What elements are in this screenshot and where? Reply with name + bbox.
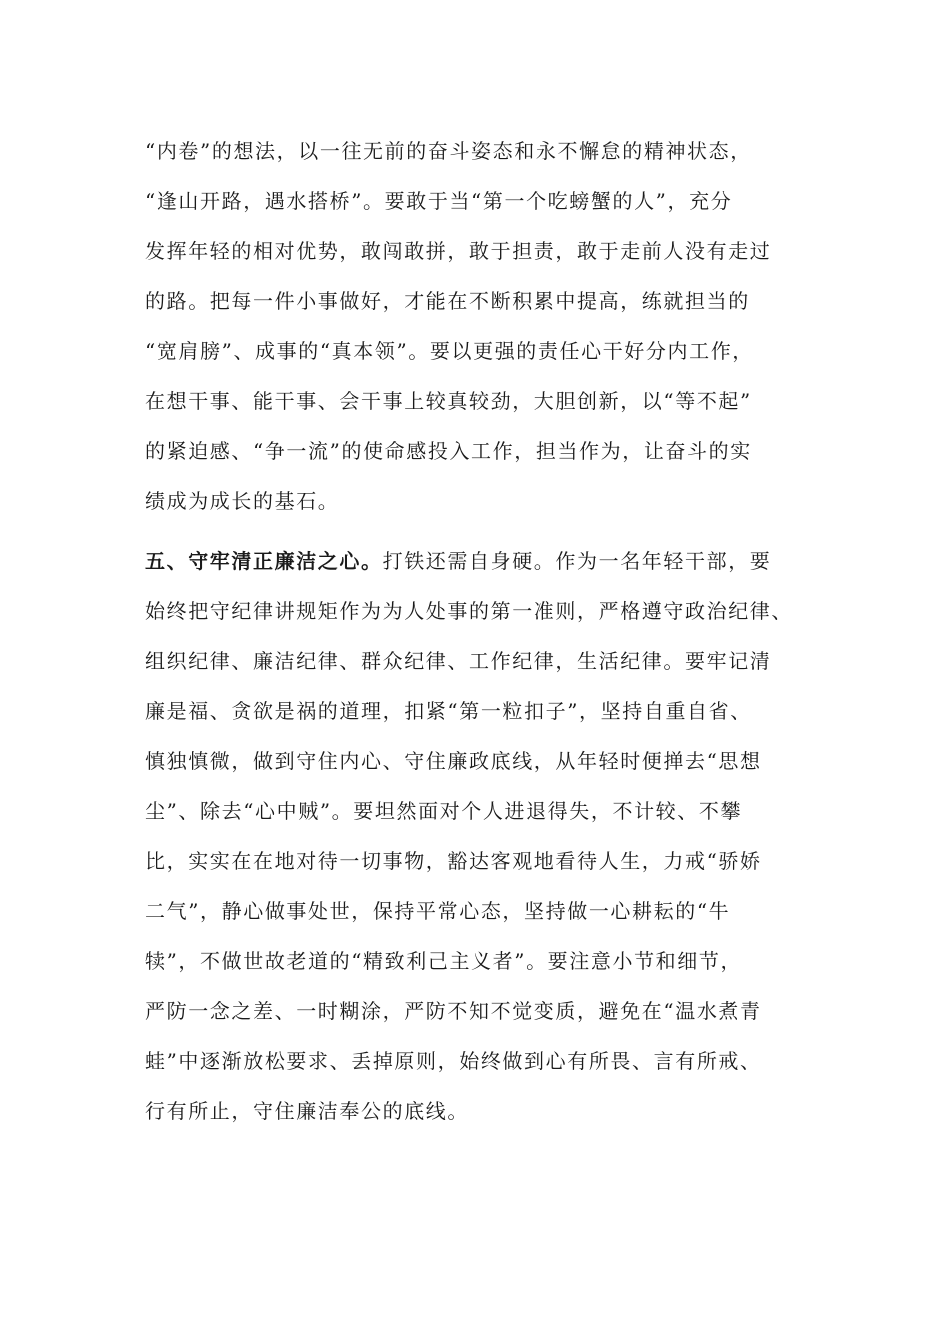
text-line: “宽肩膀”、成事的“真本领”。要以更强的责任心干好分内工作， (145, 339, 754, 363)
text-line: 行有所止，守住廉洁奉公的底线。 (145, 1099, 469, 1123)
text-line: 犊”，不做世故老道的“精致利己主义者”。要注意小节和细节， (145, 949, 743, 973)
text-line: 慎独慎微，做到守住内心、守住廉政底线，从年轻时便掸去“思想 (145, 749, 762, 773)
text-line-with-heading (145, 536, 825, 586)
text-line: 严防一念之差、一时糊涂，严防不知不觉变质，避免在“温水煮青 (145, 999, 762, 1023)
text-line: “逢山开路，遇水搭桥”。要敢于当“第一个吃螃蟹的人”，充分 (145, 189, 733, 213)
paragraph-integrity (145, 536, 825, 1136)
text-line: 组织纪律、廉洁纪律、群众纪律、工作纪律，生活纪律。要牢记清 (145, 649, 772, 673)
text-line: 绩成为成长的基石。 (145, 489, 340, 513)
section-heading: 五、守牢清正廉洁之心。 (145, 549, 383, 573)
document-body (145, 126, 825, 1136)
paragraph-spacer (145, 526, 825, 536)
text-line: 廉是福、贪欲是祸的道理，扣紧“第一粒扣子”，坚持自重自省、 (145, 699, 752, 723)
text-line: 始终把守纪律讲规矩作为为人处事的第一准则，严格遵守政治纪律、 (145, 599, 793, 623)
paragraph-work-spirit (145, 126, 825, 526)
text-line: 二气”，静心做事处世，保持平常心态，坚持做一心耕耘的“牛 (145, 899, 731, 923)
text-line: 发挥年轻的相对优势，敢闯敢拼，敢于担责，敢于走前人没有走过 (145, 239, 772, 263)
text-line: “内卷”的想法，以一往无前的奋斗姿态和永不懈怠的精神状态， (145, 139, 752, 163)
text-line: 尘”、除去“心中贼”。要坦然面对个人进退得失，不计较、不攀 (145, 799, 743, 823)
heading-line-text: 打铁还需自身硬。作为一名年轻干部，要 (382, 549, 772, 573)
text-line: 蛙”中逐渐放松要求、丢掉原则，始终做到心有所畏、言有所戒、 (145, 1049, 762, 1073)
text-line: 的路。把每一件小事做好，才能在不断积累中提高，练就担当的 (145, 289, 750, 313)
text-line: 比，实实在在地对待一切事物，豁达客观地看待人生，力戒“骄娇 (145, 849, 762, 873)
text-line: 的紧迫感、“争一流”的使命感投入工作，担当作为，让奋斗的实 (145, 439, 752, 463)
text-line: 在想干事、能干事、会干事上较真较劲，大胆创新，以“等不起” (145, 389, 752, 413)
